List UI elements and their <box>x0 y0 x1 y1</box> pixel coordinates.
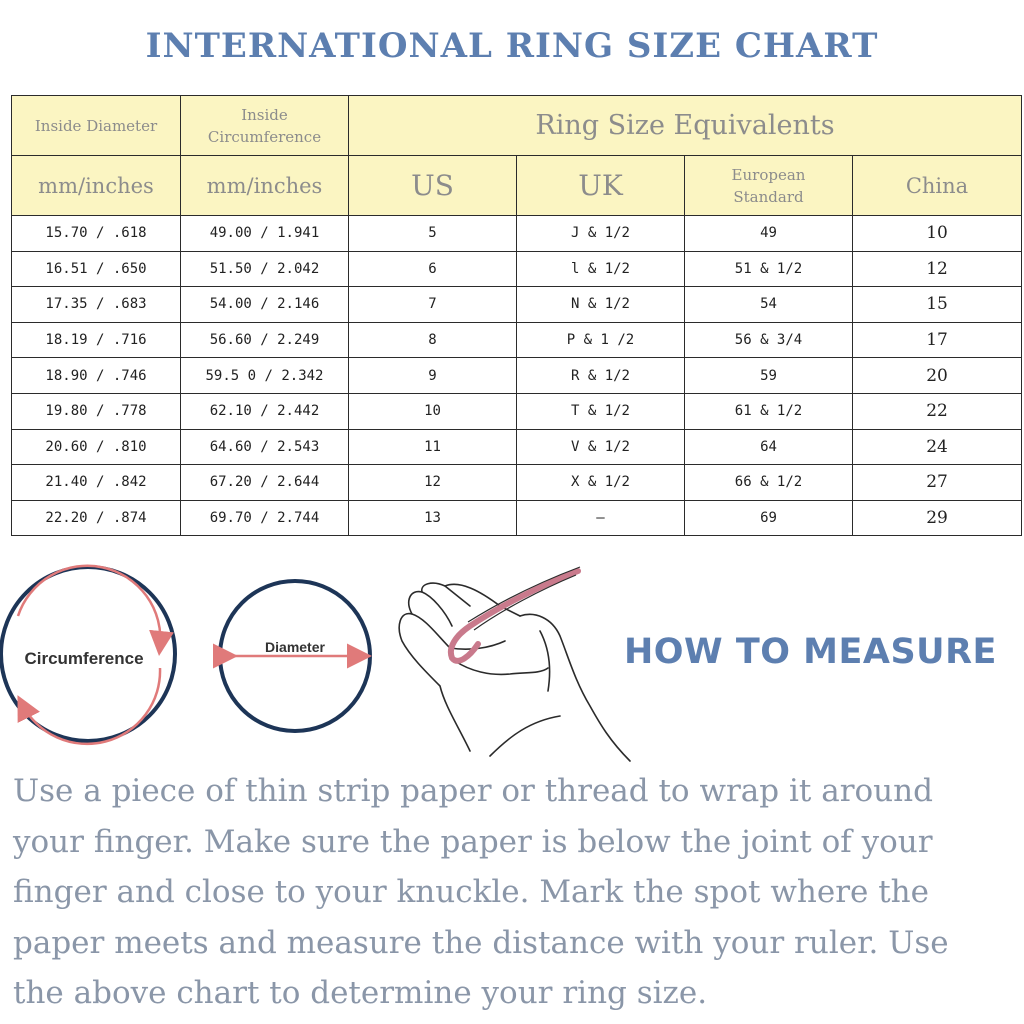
cell-european: 56 & 3/4 <box>685 322 853 358</box>
cell-circumference: 67.20 / 2.644 <box>181 465 349 501</box>
cell-uk: — <box>517 500 685 536</box>
diameter-diagram <box>220 581 370 731</box>
paper-strip-icon <box>451 571 578 661</box>
cell-diameter: 20.60 / .810 <box>12 429 181 465</box>
cell-us: 5 <box>349 216 517 252</box>
cell-china: 20 <box>853 358 1022 394</box>
header-inside-circumference-line2: Circumference <box>207 127 322 146</box>
header-inside-diameter: Inside Diameter <box>12 96 181 156</box>
cell-us: 9 <box>349 358 517 394</box>
circumference-label: Circumference <box>24 649 144 668</box>
cell-uk: P & 1 /2 <box>517 322 685 358</box>
header-units-diameter: mm/inches <box>12 156 181 216</box>
cell-china: 17 <box>853 322 1022 358</box>
ring-size-table <box>11 95 1022 536</box>
table-header-row <box>12 96 1022 156</box>
diameter-label: Diameter <box>265 639 325 655</box>
page-title: INTERNATIONAL RING SIZE CHART <box>145 26 879 66</box>
cell-china: 24 <box>853 429 1022 465</box>
cell-european: 69 <box>685 500 853 536</box>
table-row <box>12 216 1022 252</box>
cell-us: 10 <box>349 393 517 429</box>
table-row <box>12 393 1022 429</box>
header-inside-circumference-line1: Inside <box>241 105 288 124</box>
cell-circumference: 62.10 / 2.442 <box>181 393 349 429</box>
table-row <box>12 251 1022 287</box>
instructions-line: paper meets and measure the distance with your ruler. Use <box>13 924 949 961</box>
cell-us: 13 <box>349 500 517 536</box>
cell-china: 12 <box>853 251 1022 287</box>
header-inside-circumference <box>181 96 349 156</box>
header-units-circumference: mm/inches <box>181 156 349 216</box>
cell-china: 22 <box>853 393 1022 429</box>
table-subheader-row <box>12 156 1022 216</box>
cell-european: 64 <box>685 429 853 465</box>
cell-diameter: 18.90 / .746 <box>12 358 181 394</box>
cell-uk: X & 1/2 <box>517 465 685 501</box>
cell-diameter: 15.70 / .618 <box>12 216 181 252</box>
cell-european: 51 & 1/2 <box>685 251 853 287</box>
header-china: China <box>853 156 1022 216</box>
circumference-arrow-top <box>18 566 160 646</box>
instructions-line: Use a piece of thin strip paper or thread to wrap it around <box>13 773 933 809</box>
cell-european: 54 <box>685 287 853 323</box>
cell-circumference: 54.00 / 2.146 <box>181 287 349 323</box>
cell-uk: J & 1/2 <box>517 216 685 252</box>
cell-uk: V & 1/2 <box>517 429 685 465</box>
circumference-diagram <box>1 566 175 744</box>
cell-circumference: 49.00 / 1.941 <box>181 216 349 252</box>
header-european-line1: European <box>731 165 806 184</box>
hand-wrapping-finger-icon <box>399 583 630 761</box>
cell-circumference: 69.70 / 2.744 <box>181 500 349 536</box>
table-row <box>12 322 1022 358</box>
table-row <box>12 429 1022 465</box>
table-row <box>12 500 1022 536</box>
cell-circumference: 51.50 / 2.042 <box>181 251 349 287</box>
table-row <box>12 287 1022 323</box>
cell-european: 59 <box>685 358 853 394</box>
header-european-standard <box>685 156 853 216</box>
cell-china: 15 <box>853 287 1022 323</box>
cell-diameter: 19.80 / .778 <box>12 393 181 429</box>
header-ring-size-equivalents: Ring Size Equivalents <box>349 96 1022 156</box>
instructions-line: your finger. Make sure the paper is below the joint of your <box>13 823 933 860</box>
circumference-arrow-bottom <box>22 668 160 744</box>
instructions-paragraph <box>13 766 1013 1019</box>
cell-diameter: 22.20 / .874 <box>12 500 181 536</box>
cell-diameter: 16.51 / .650 <box>12 251 181 287</box>
cell-us: 11 <box>349 429 517 465</box>
cell-us: 7 <box>349 287 517 323</box>
cell-us: 12 <box>349 465 517 501</box>
cell-circumference: 56.60 / 2.249 <box>181 322 349 358</box>
header-us: US <box>349 156 517 216</box>
cell-european: 66 & 1/2 <box>685 465 853 501</box>
table-body <box>12 216 1022 536</box>
cell-circumference: 64.60 / 2.543 <box>181 429 349 465</box>
table-row <box>12 358 1022 394</box>
cell-diameter: 17.35 / .683 <box>12 287 181 323</box>
how-to-measure-heading: HOW TO MEASURE <box>624 632 997 672</box>
cell-diameter: 21.40 / .842 <box>12 465 181 501</box>
cell-uk: R & 1/2 <box>517 358 685 394</box>
table-row <box>12 465 1022 501</box>
instructions-line: the above chart to determine your ring size. <box>13 975 708 1011</box>
cell-european: 61 & 1/2 <box>685 393 853 429</box>
cell-diameter: 18.19 / .716 <box>12 322 181 358</box>
header-uk: UK <box>517 156 685 216</box>
cell-china: 27 <box>853 465 1022 501</box>
cell-uk: T & 1/2 <box>517 393 685 429</box>
cell-us: 8 <box>349 322 517 358</box>
cell-uk: N & 1/2 <box>517 287 685 323</box>
header-european-line2: Standard <box>733 187 804 206</box>
cell-us: 6 <box>349 251 517 287</box>
instructions-line: finger and close to your knuckle. Mark the spot where the <box>13 874 929 910</box>
cell-european: 49 <box>685 216 853 252</box>
cell-circumference: 59.5 0 / 2.342 <box>181 358 349 394</box>
cell-china: 29 <box>853 500 1022 536</box>
cell-china: 10 <box>853 216 1022 252</box>
cell-uk: l & 1/2 <box>517 251 685 287</box>
